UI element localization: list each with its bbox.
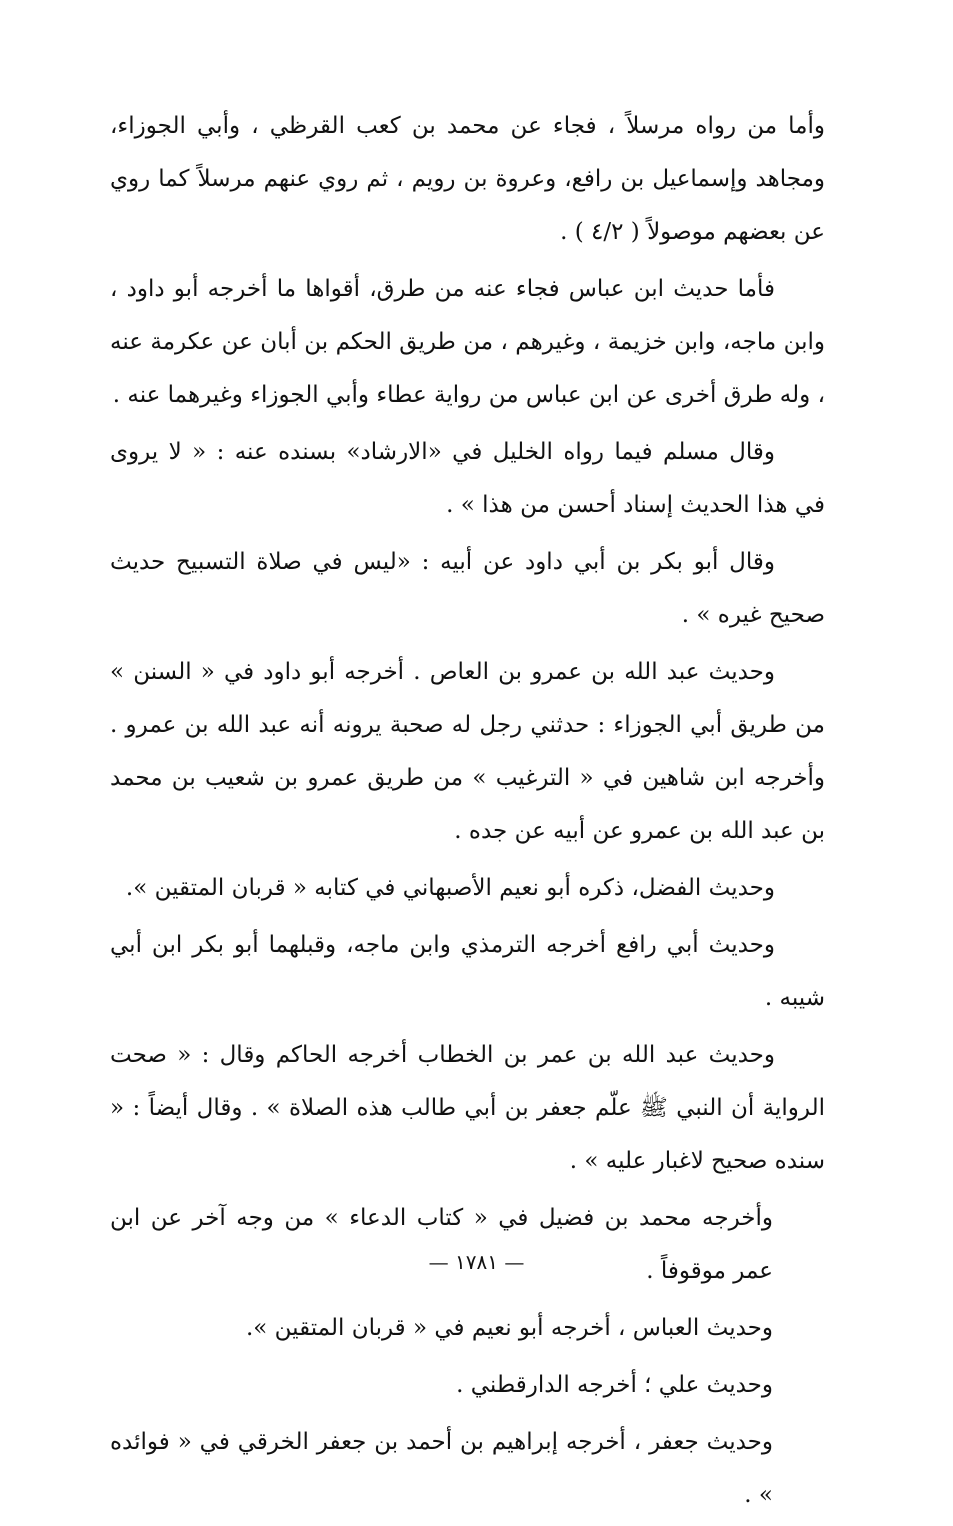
paragraph-abbas: وحديث العباس ، أخرجه أبو نعيم في « قربان المتقين ».	[245, 1315, 773, 1341]
paragraph-ibn-fudayl: وأخرجه محمد بن فضيل في « كتاب الدعاء » من وجه آخر عن ابن عمر موقوفاً .	[110, 1205, 773, 1284]
page-body	[110, 100, 825, 1526]
paragraph-jafar: وحديث جعفر ، أخرجه إبراهيم بن أحمد بن جعفر الخرقي في « فوائده » .	[110, 1429, 773, 1508]
paragraph-abu-rafi: وحديث أبي رافع أخرجه الترمذي وابن ماجه، وقبلهما أبو بكر ابن أبي شيبه .	[110, 932, 825, 1011]
page-number: — ١٧٨١ —	[428, 1250, 525, 1274]
paragraph-ibn-abbas: فأما حديث ابن عباس فجاء عنه من طرق، أقواها ما أخرجه أبو داود ، وابن ماجه، وابن خزيمة ، وغيرهم ، من طريق الحكم بن أبان عن عكرمة عنه ، وله طرق أخرى عن ابن عباس من رواية عطاء وأبي الجوزاء وغيرهما عنه .	[110, 276, 825, 408]
paragraph-ali: وحديث علي ؛ أخرجه الدارقطني .	[456, 1372, 773, 1398]
paragraph-fadl: وحديث الفضل، ذكره أبو نعيم الأصبهاني في كتابه « قربان المتقين ».	[125, 875, 775, 901]
paragraph-abu-bakr: وقال أبو بكر بن أبي داود عن أبيه : «ليس في صلاة التسبيح حديث صحيح غيره » .	[110, 549, 825, 628]
paragraph-mursal: وأما من رواه مرسلاً ، فجاء عن محمد بن كعب القرظي ، وأبي الجوزاء، ومجاهد وإسماعيل بن رافع، وعروة بن رويم ، ثم روي عنهم مرسلاً كما روي عن بعضهم موصولاً ( ٤/٢ ) .	[110, 113, 825, 245]
paragraph-abdullah-ibn-amr: وحديث عبد الله بن عمرو بن العاص . أخرجه أبو داود في « السنن » من طريق أبي الجوزاء : حدثني رجل له صحبة يرونه أنه عبد الله بن عمرو . وأخرجه ابن شاهين في « الترغيب » من طريق عمرو بن شعيب بن محمد بن عبد الله بن عمرو عن أبيه عن جده .	[110, 659, 825, 844]
paragraph-ibn-umar: وحديث عبد الله بن عمر بن الخطاب أخرجه الحاكم وقال : « صحت الرواية أن النبي ﷺ علّم جعفر بن أبي طالب هذه الصلاة » . وقال أيضاً : « سنده صحيح لاغبار عليه » .	[110, 1042, 825, 1174]
paragraph-muslim: وقال مسلم فيما رواه الخليل في «الارشاد» بسنده عنه : « لا يروى في هذا الحديث إسناد أحسن من هذا » .	[110, 439, 825, 518]
